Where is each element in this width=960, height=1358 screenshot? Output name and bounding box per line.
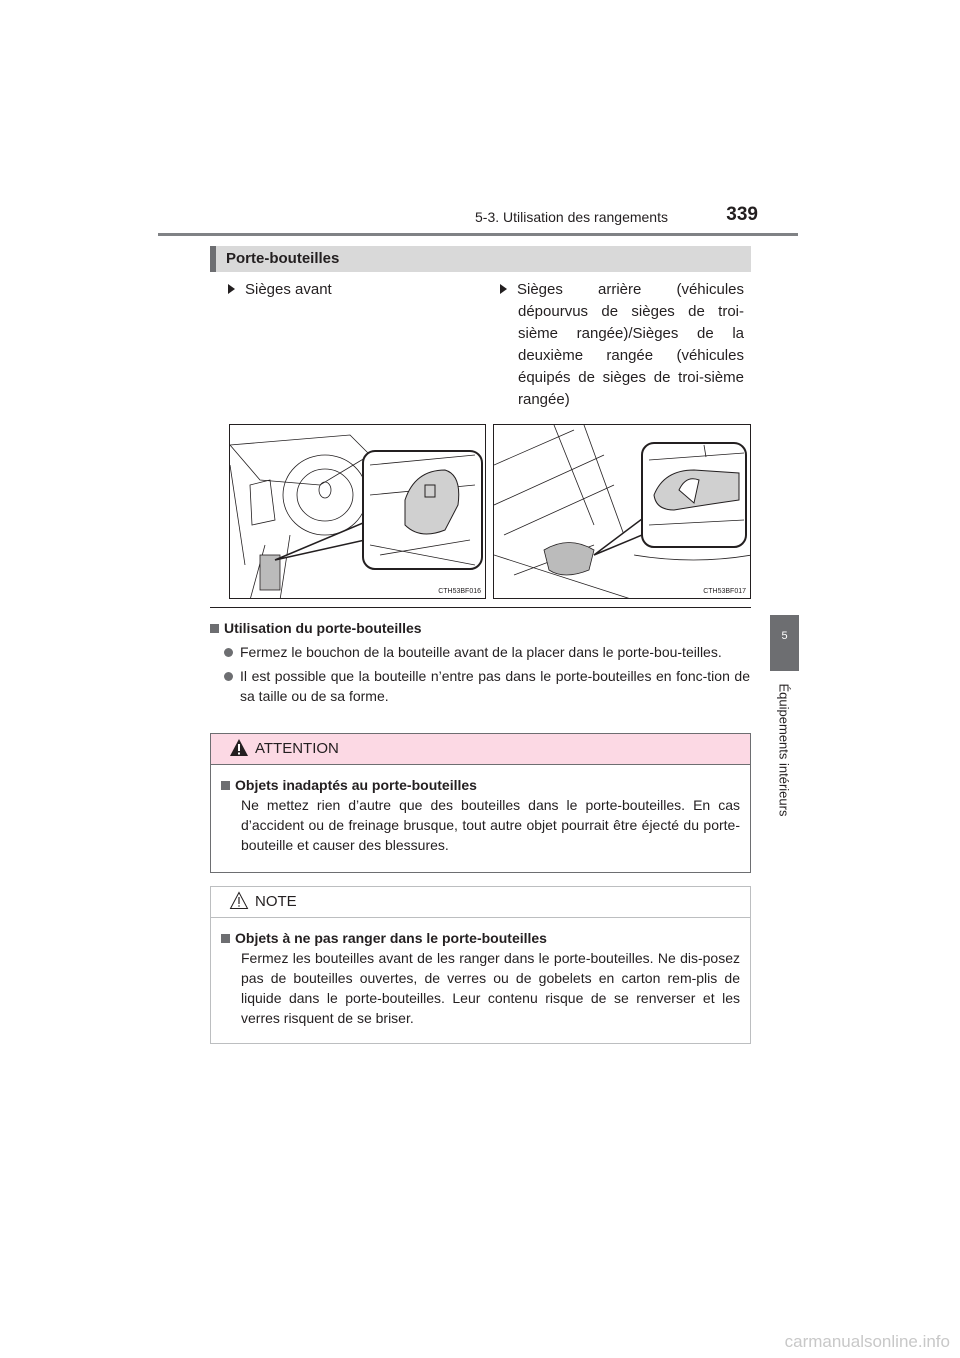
- arrow-icon: [228, 284, 235, 294]
- note-body: [211, 918, 750, 1028]
- attention-heading: Objets inadaptés au porte-bouteilles: [235, 777, 477, 793]
- figure-code-right: CTH53BF017: [703, 588, 746, 595]
- watermark: carmanualsonline.info: [784, 1332, 950, 1351]
- attention-header: [211, 734, 750, 765]
- attention-body: [211, 765, 750, 855]
- square-bullet-icon: [221, 934, 230, 943]
- attention-box: [210, 733, 751, 873]
- note-heading: Objets à ne pas ranger dans le porte-bouteilles: [235, 930, 547, 946]
- usage-section: [210, 618, 750, 706]
- rear-seats-text: Sièges arrière (véhicules dépourvus de sièges de troi-sième rangée)/Sièges de la deuxième rangée (véhicules équipés de sièges de troi-sième rangée): [517, 281, 744, 408]
- chapter-label: Équipements intérieurs: [776, 683, 792, 817]
- chapter-tab: [770, 615, 799, 671]
- note-box: [210, 886, 751, 1044]
- rear-interior-drawing: [494, 425, 751, 599]
- list-item-text: Fermez le bouchon de la bouteille avant de la placer dans le porte-bou-teilles.: [240, 644, 722, 660]
- page-number: 339: [726, 204, 758, 225]
- page-header: [158, 200, 798, 236]
- front-seats-text: Sièges avant: [245, 281, 332, 298]
- list-item-text: Il est possible que la bouteille n’entre pas dans le porte-bouteilles en fonc-tion de sa taille ou de sa forme.: [240, 668, 750, 704]
- caution-outline-icon: [229, 891, 249, 911]
- note-label: NOTE: [255, 893, 297, 910]
- note-text: Fermez les bouteilles avant de les ranger dans le porte-bouteilles. Ne dis-posez pas de bouteilles ouvertes, de verres ou de gobelets en carton rem-plis de liquide dans le porte-bouteilles. Leur contenu risque de se renverser et les verres risquent de se briser.: [241, 950, 740, 1026]
- bullet-dot-icon: [224, 672, 233, 681]
- front-cupholder-illustration: [229, 424, 486, 599]
- rear-seats-label: [500, 279, 744, 411]
- section-title: 5-3. Utilisation des rangements: [475, 209, 668, 225]
- front-seats-label: [228, 279, 332, 301]
- square-bullet-icon: [210, 624, 219, 633]
- divider: [210, 607, 751, 608]
- square-bullet-icon: [221, 781, 230, 790]
- attention-text: Ne mettez rien d’autre que des bouteilles dans le porte-bouteilles. En cas d’accident ou de freinage brusque, tout autre objet pourrait être éjecté du porte-bouteille et causer des blessures.: [241, 797, 740, 853]
- header-rule: [158, 233, 798, 236]
- figure-code-left: CTH53BF016: [438, 588, 481, 595]
- section-title-bar: [210, 246, 751, 272]
- front-interior-drawing: [230, 425, 486, 599]
- rear-cupholder-illustration: [493, 424, 751, 599]
- warning-icon: [229, 738, 249, 758]
- chapter-number: 5: [781, 630, 788, 642]
- list-item: [210, 666, 750, 706]
- usage-heading-row: [210, 618, 750, 638]
- bullet-dot-icon: [224, 648, 233, 657]
- usage-heading: Utilisation du porte-bouteilles: [224, 620, 422, 636]
- section-heading: Porte-bouteilles: [226, 250, 340, 267]
- arrow-icon: [500, 284, 507, 294]
- list-item: [210, 642, 750, 662]
- attention-label: ATTENTION: [255, 740, 339, 757]
- note-header: [211, 887, 750, 918]
